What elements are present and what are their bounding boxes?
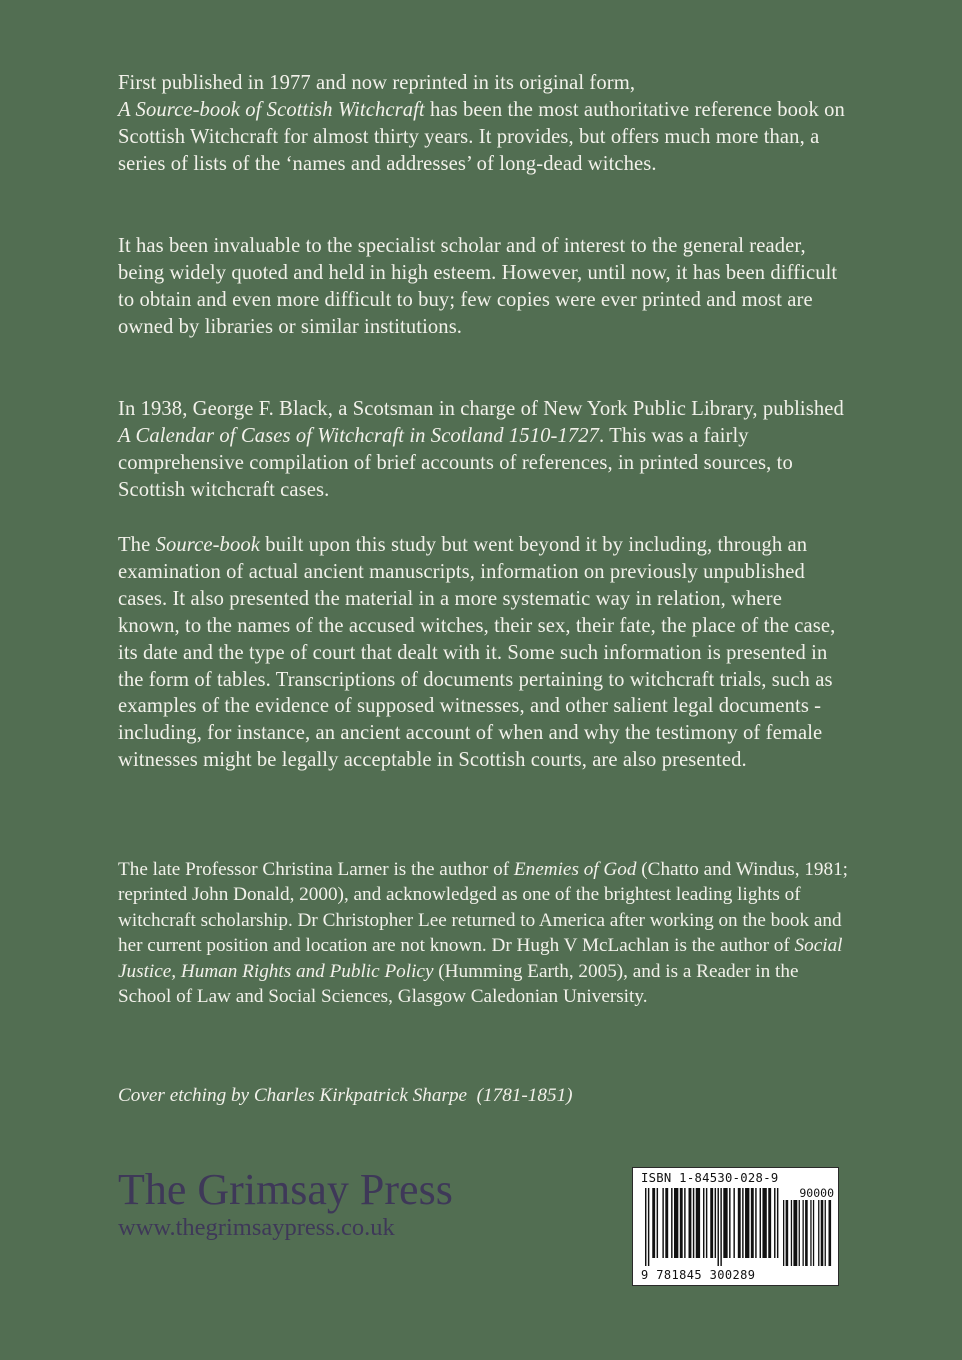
history-paragraph [118, 396, 846, 504]
publisher-name: The Grimsay Press [118, 1165, 453, 1214]
addon-bars [783, 1200, 833, 1268]
value-paragraph [118, 233, 846, 341]
authors-bio [118, 857, 848, 1009]
bio-text-a: The late Professor Christina Larner is the author of [118, 859, 514, 880]
social-justice-title: Social Justice, Human Rights and Public Policy [118, 935, 843, 982]
history-text-b: . This was a fairly comprehensive compilation of brief accounts of references, in printed sources, to Scottish witchcraft cases. [118, 424, 793, 501]
isbn-barcode [632, 1167, 839, 1286]
sourcebook-text-a: The [118, 534, 156, 556]
enemies-of-god-title: Enemies of God [513, 859, 637, 880]
publisher-url: www.thegrimsaypress.co.uk [118, 1214, 395, 1241]
ean-digits: 9 781845 300289 [641, 1268, 756, 1282]
bio-text-c: (Humming Earth, 2005), and is a Reader in the School of Law and Social Sciences, Glasgow Caledonian University. [118, 960, 799, 1008]
calendar-title: A Calendar of Cases of Witchcraft in Scotland 1510-1727 [118, 424, 600, 447]
cover-credit: Cover etching by Charles Kirkpatrick Sharpe (1781-1851) [118, 1085, 573, 1106]
sourcebook-paragraph [118, 532, 846, 774]
sourcebook-title: Source-book [155, 534, 260, 556]
book-title: A Source-book of Scottish Witchcraft [118, 98, 425, 121]
price-code: 90000 [799, 1186, 834, 1200]
history-text-a: In 1938, George F. Black, a Scotsman in charge of New York Public Library, published [118, 398, 844, 420]
publisher-block [118, 1164, 453, 1242]
bio-text-b: (Chatto and Windus, 1981; reprinted John Donald, 2000), and acknowledged as one of the brightest leading lights of witchcraft scholarship. Dr Christopher Lee returned to America after working on the book and her current position and location are not known. Dr Hugh V McLachlan is the author of [118, 859, 849, 957]
isbn-label: ISBN 1-84530-028-9 [641, 1171, 779, 1185]
sourcebook-text-b: built upon this study but went beyond it by including, through an examination of actual ancient manuscripts, information on previously unpublished cases. It also presented the material in a more systematic way in relation, where known, to the names of the accused witches, their sex, their fate, the place of the case, its date and the type of court that dealt with it. Some such information is presented in the form of tables. Transcriptions of documents pertaining to witchcraft trials, such as examples of the evidence of supposed witnesses, and other salient legal documents - including, for instance, an ancient account of when and why the testimony of female witnesses might be legally acceptable in Scottish courts, are also presented. [118, 534, 836, 772]
ean-bars [645, 1188, 779, 1268]
intro-text-a: First published in 1977 and now reprinted in its original form, [118, 72, 636, 94]
intro-paragraph [118, 70, 846, 178]
intro-text-b: has been the most authoritative reference book on Scottish Witchcraft for almost thirty years. It provides, but offers much more than, a series of lists of the ‘names and addresses’ of long-dead witches. [118, 98, 845, 175]
value-text: It has been invaluable to the specialist scholar and of interest to the general reader, being widely quoted and held in high esteem. However, until now, it has been difficult to obtain and even more difficult to buy; few copies were ever printed and most are owned by libraries or similar institutions. [118, 235, 838, 338]
